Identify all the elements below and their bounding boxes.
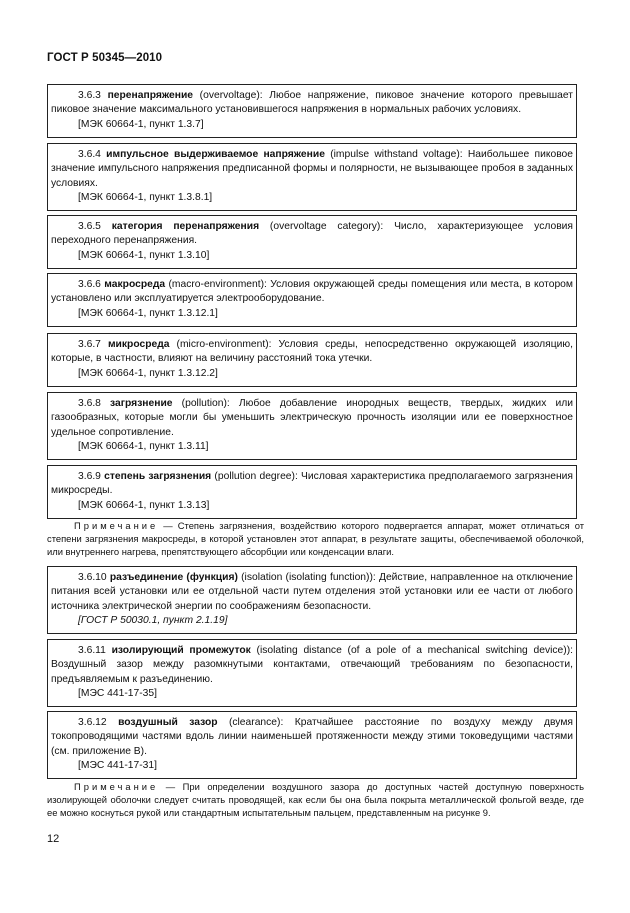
definition-text: [51, 220, 573, 249]
term-reference: [МЭК 60664-1, пункт 1.3.11]: [78, 440, 209, 452]
term-name: импульсное выдерживаемое напряжение: [106, 149, 325, 160]
term-reference: [МЭК 60664-1, пункт 1.3.12.2]: [78, 367, 218, 379]
term-number: 3.6.8: [78, 398, 101, 409]
term-name: загрязнение: [110, 398, 173, 409]
term-number: 3.6.4: [78, 149, 101, 160]
term-definition: (impulse withstand voltage): Наибольшее пиковое значение импульсного напряжения предписанной формы и полярности, не вызывающее пробоя в заданных условиях.: [51, 149, 573, 189]
term-name: перенапряжение: [107, 90, 194, 101]
definition-box-3-6-5: [47, 215, 577, 269]
note-label: Примечание: [74, 520, 159, 531]
definition-box-3-6-3: [47, 84, 577, 138]
term-reference: [МЭК 60664-1, пункт 1.3.7]: [78, 118, 204, 130]
definition-text: [51, 278, 573, 307]
definition-box-3-6-8: [47, 392, 577, 460]
term-reference: [МЭС 441-17-31]: [78, 759, 157, 771]
term-definition: (overvoltage): Любое напряжение, пиковое значение которого превышает пиковое значение максимального установившегося напряжения в нормальных рабочих условиях.: [51, 90, 573, 116]
term-reference: [МЭК 60664-1, пункт 1.3.8.1]: [78, 191, 213, 203]
term-number: 3.6.12: [78, 717, 107, 728]
definition-box-3-6-12: [47, 711, 577, 779]
definition-box-3-6-6: [47, 273, 577, 327]
term-reference: [МЭК 60664-1, пункт 1.3.13]: [78, 499, 210, 511]
term-number: 3.6.11: [78, 645, 106, 656]
term-definition: (isolation (isolating function)): Действие, направленное на отключение питания всей установки или ее отдельной части путем отделения этой установки или ее части от любого источника электрической энергии по соображениям безопасности.: [51, 572, 573, 612]
definition-text: [51, 338, 573, 367]
definition-text: [51, 397, 573, 440]
definition-text: [51, 644, 573, 687]
term-definition: (pollution degree): Числовая характеристика предполагаемого загрязнения микросреды.: [51, 471, 573, 497]
definition-text: [51, 470, 573, 499]
term-name: изолирующий промежуток: [111, 645, 251, 656]
definition-text: [51, 89, 573, 118]
term-reference: [МЭК 60664-1, пункт 1.3.10]: [78, 249, 210, 261]
term-name: воздушный зазор: [118, 717, 218, 728]
definition-box-3-6-4: [47, 143, 577, 211]
term-reference: [МЭК 60664-1, пункт 1.3.12.1]: [78, 307, 218, 319]
definition-box-3-6-7: [47, 333, 577, 387]
definition-box-3-6-9: [47, 465, 577, 519]
term-definition: (micro-environment): Условия среды, непосредственно окружающей изоляцию, которые, в частности, влияют на величину расстояний тока утечки.: [51, 339, 573, 365]
term-number: 3.6.5: [78, 221, 101, 232]
term-number: 3.6.10: [78, 572, 107, 583]
term-number: 3.6.3: [78, 90, 101, 101]
term-reference: [МЭС 441-17-35]: [78, 687, 157, 699]
term-number: 3.6.7: [78, 339, 101, 350]
term-number: 3.6.9: [78, 471, 101, 482]
term-name: категория перенапряжения: [111, 221, 260, 232]
term-name: микросреда: [107, 339, 170, 350]
note-pollution: [47, 519, 584, 558]
term-definition: (overvoltage category): Число, характеризующее условия переходного перенапряжения.: [51, 221, 573, 247]
definition-text: [51, 571, 573, 614]
term-definition: (pollution): Любое добавление инородных веществ, твердых, жидких или газообразных, которые могли бы уменьшить электрическую прочность изоляции или ее поверхностное удельное сопротивление.: [51, 398, 573, 438]
note-label: Примечание: [74, 781, 159, 792]
term-name: макросреда: [104, 279, 166, 290]
term-name: разъединение (функция): [109, 572, 238, 583]
term-reference: [ГОСТ Р 50030.1, пункт 2.1.19]: [78, 614, 228, 626]
document-header: ГОСТ Р 50345—2010: [47, 52, 163, 64]
note-clearance: [47, 780, 584, 819]
page-number: 12: [47, 833, 60, 845]
note-text: — Степень загрязнения, воздействию которого подвергается аппарат, может отличаться от степени загрязнения макросреды, в которой установлен этот аппарат, в результате защиты, обеспечиваемой оболочкой, или внутреннего нагрева, препятствующего абсорбции или конденсации влаги.: [47, 520, 584, 558]
note-text: — При определении воздушного зазора до доступных частей доступную поверхность изолирующей оболочки следует считать проводящей, как если бы она была покрыта металлической фольгой везде, где ее можно коснуться рукой или стандартным испытательным пальцем, представленным на рисунке 9.: [47, 781, 584, 819]
term-definition: (isolating distance (of a pole of a mechanical switching device)): Воздушный зазор между разомкнутыми контактами, отвечающий требованиям по безопасности, предъявляемым к разъединению.: [51, 645, 573, 685]
definition-text: [51, 716, 573, 759]
term-definition: (macro-environment): Условия окружающей среды помещения или места, в котором установлено или эксплуатируется электрооборудование.: [51, 279, 573, 305]
term-name: степень загрязнения: [104, 471, 212, 482]
definition-box-3-6-11: [47, 639, 577, 707]
definition-text: [51, 148, 573, 191]
definition-box-3-6-10: [47, 566, 577, 634]
term-number: 3.6.6: [78, 279, 101, 290]
term-definition: (clearance): Кратчайшее расстояние по воздуху между двумя токопроводящими частями вдоль линии наименьшей протяженности между этими токоведущими частями (см. приложение В).: [51, 717, 573, 757]
